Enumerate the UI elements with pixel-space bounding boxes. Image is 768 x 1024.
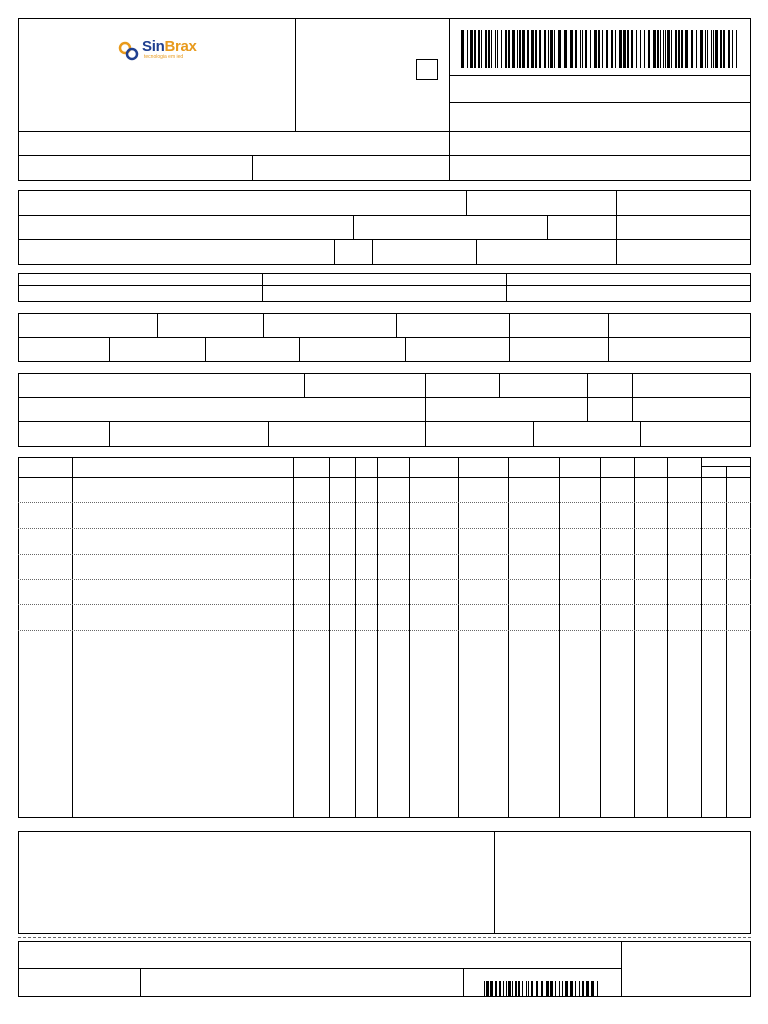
additional-data-block xyxy=(18,831,751,934)
divider xyxy=(109,337,110,362)
divider xyxy=(263,313,264,337)
divider xyxy=(18,131,751,132)
divider xyxy=(18,968,621,969)
divider xyxy=(616,190,617,265)
table-row-separator xyxy=(18,502,751,503)
divider xyxy=(18,337,751,338)
column-divider xyxy=(508,457,509,818)
column-divider xyxy=(355,457,356,818)
column-divider xyxy=(600,457,601,818)
column-divider xyxy=(701,457,702,818)
table-row-separator xyxy=(18,604,751,605)
column-divider xyxy=(293,457,294,818)
divider xyxy=(205,337,206,362)
receipt-stub xyxy=(18,941,751,997)
divider xyxy=(640,421,641,447)
logo-wordmark-suffix: Brax xyxy=(164,38,197,55)
divider xyxy=(268,421,269,447)
column-divider xyxy=(72,457,73,818)
divider xyxy=(372,239,373,265)
logo-tagline: tecnologia em ied xyxy=(144,54,184,60)
table-row-separator xyxy=(18,554,751,555)
recipient-block xyxy=(18,190,751,265)
divider xyxy=(509,313,510,362)
entry-exit-checkbox[interactable] xyxy=(416,59,438,80)
divider xyxy=(533,421,534,447)
column-divider xyxy=(726,466,727,818)
divider xyxy=(334,239,335,265)
column-divider xyxy=(409,457,410,818)
divider xyxy=(608,313,609,362)
divider xyxy=(18,421,751,422)
transport-block xyxy=(18,373,751,447)
barcode-bar xyxy=(736,30,737,68)
divider xyxy=(632,373,633,421)
column-divider xyxy=(634,457,635,818)
divider xyxy=(353,215,354,239)
table-row-separator xyxy=(18,528,751,529)
divider xyxy=(466,190,467,215)
divider xyxy=(18,215,751,216)
divider xyxy=(140,968,141,997)
column-divider xyxy=(377,457,378,818)
divider xyxy=(18,285,751,286)
logo-wordmark xyxy=(142,38,197,55)
link-rings-icon xyxy=(118,41,140,61)
divider xyxy=(18,397,751,398)
column-divider xyxy=(329,457,330,818)
divider xyxy=(506,273,507,302)
divider xyxy=(547,215,548,239)
divider xyxy=(494,831,495,934)
divider xyxy=(18,239,751,240)
divider xyxy=(109,421,110,447)
products-table xyxy=(18,457,751,818)
divider xyxy=(252,155,253,181)
divider xyxy=(463,968,464,997)
divider xyxy=(299,337,300,362)
divider xyxy=(449,18,450,181)
divider xyxy=(18,155,751,156)
divider xyxy=(425,373,426,447)
divider xyxy=(262,273,263,302)
divider xyxy=(304,373,305,397)
barcode-bar xyxy=(598,981,601,996)
divider xyxy=(449,102,751,103)
divider xyxy=(157,313,158,337)
access-key-barcode xyxy=(461,30,737,68)
invoice-block xyxy=(18,273,751,302)
cut-line xyxy=(18,937,751,938)
divider xyxy=(295,18,296,131)
divider xyxy=(621,941,622,997)
receipt-barcode xyxy=(484,981,601,996)
column-divider xyxy=(559,457,560,818)
divider xyxy=(499,373,500,397)
divider xyxy=(587,373,588,421)
table-row-separator xyxy=(18,579,751,580)
divider xyxy=(405,337,406,362)
divider xyxy=(449,75,751,76)
column-divider xyxy=(667,457,668,818)
column-divider xyxy=(458,457,459,818)
table-header-divider xyxy=(18,477,751,478)
divider xyxy=(476,239,477,265)
logo-wordmark-prefix: Sin xyxy=(142,38,165,55)
divider xyxy=(396,313,397,337)
company-logo xyxy=(118,40,208,62)
table-row-separator xyxy=(18,630,751,631)
